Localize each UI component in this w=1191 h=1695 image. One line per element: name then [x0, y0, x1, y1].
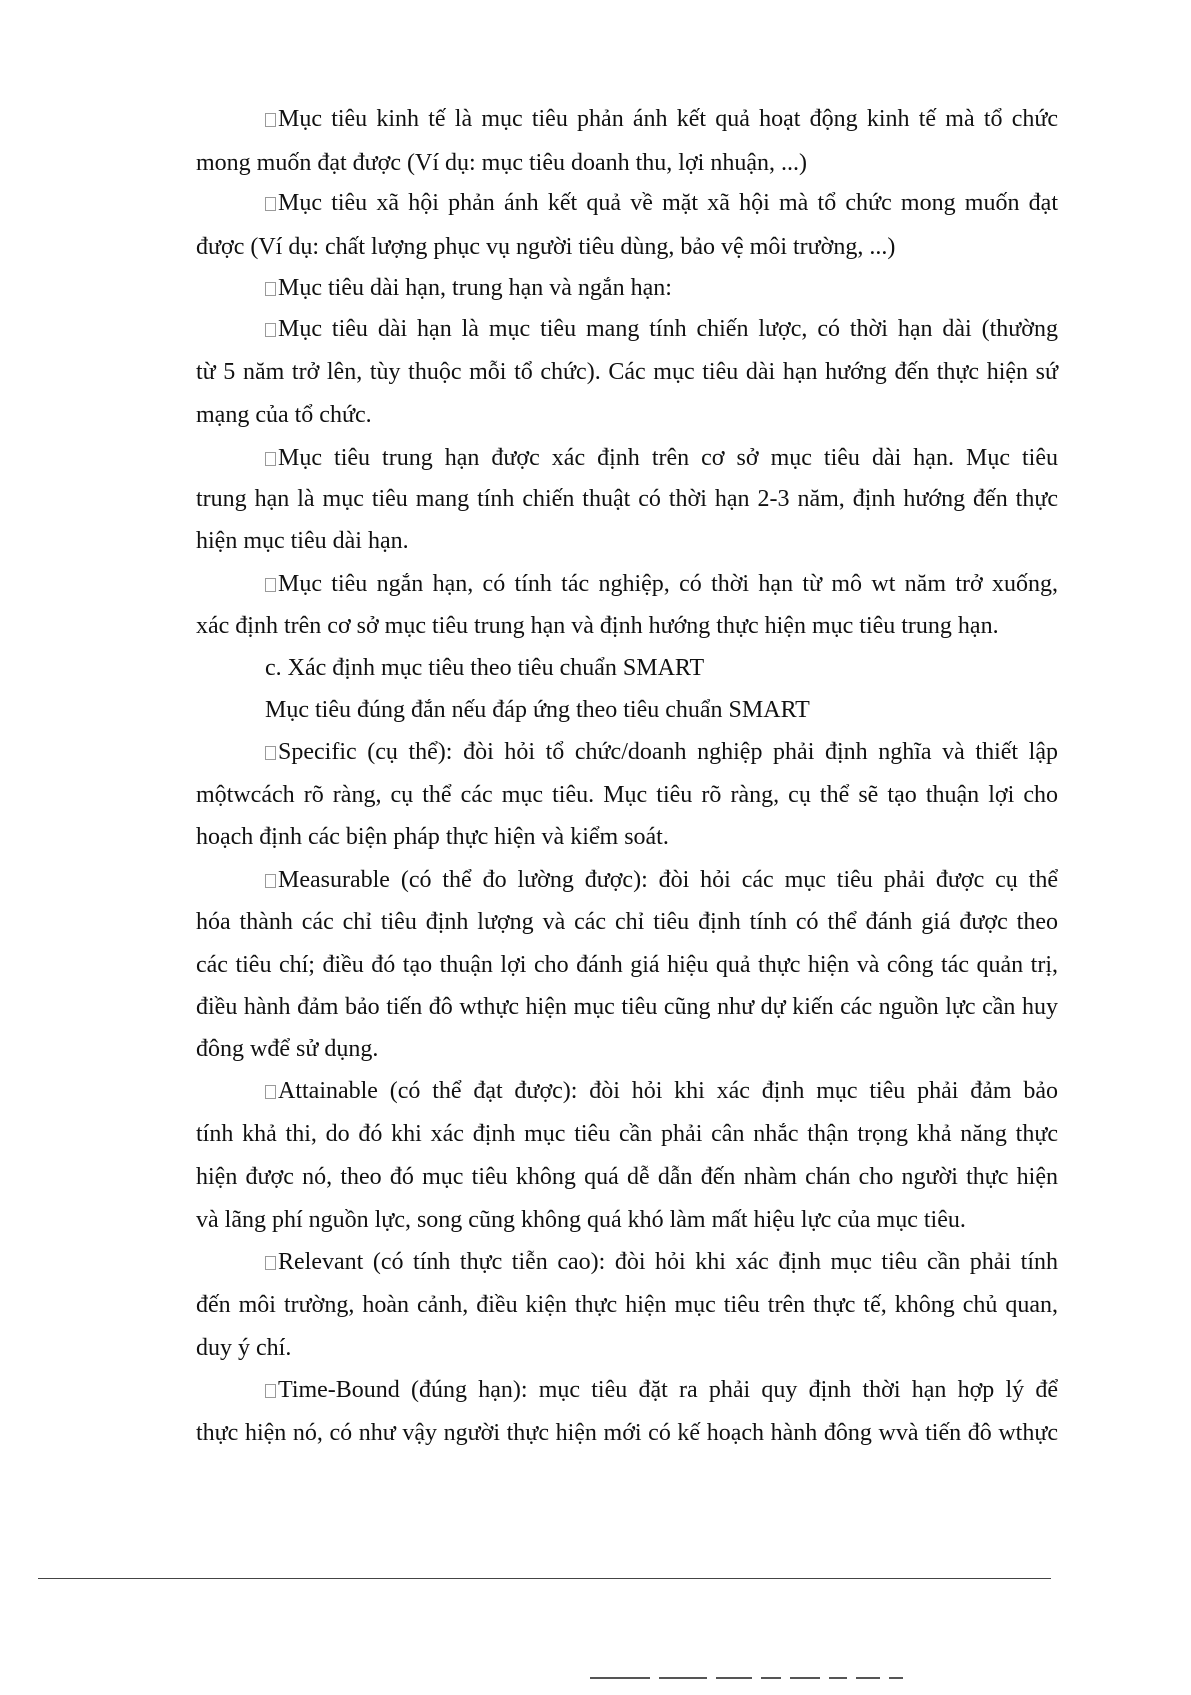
line-text: Mục tiêu trung hạn được xác định trên cơ sở mục tiêu dài hạn. Mục tiêu	[278, 445, 1058, 471]
line-text: Specific (cụ thể): đòi hỏi tổ chức/doanh nghiệp phải định nghĩa và thiết lập	[278, 739, 1058, 765]
line-text: hóa thành các chỉ tiêu định lượng và các chỉ tiêu định tính có thể đánh giá được theo	[196, 909, 1058, 935]
paragraph-line	[196, 400, 1058, 430]
bullet-paragraph-line	[265, 865, 1058, 895]
line-text: Mục tiêu ngắn hạn, có tính tác nghiệp, có thời hạn từ mô wt năm trở xuống,	[278, 571, 1058, 597]
paragraph-line	[196, 484, 1058, 514]
line-text: mạng của tổ chức.	[196, 402, 372, 428]
line-text: mộtwcách rõ ràng, cụ thể các mục tiêu. Mục tiêu rõ ràng, cụ thể sẽ tạo thuận lợi cho	[196, 782, 1058, 808]
paragraph-line	[196, 780, 1058, 810]
paragraph-line	[196, 1290, 1058, 1320]
bullet-box-icon	[265, 197, 276, 211]
bullet-box-icon	[265, 282, 276, 296]
bullet-paragraph-line	[265, 443, 1058, 473]
line-text: mong muốn đạt được (Ví dụ: mục tiêu doanh thu, lợi nhuận, ...)	[196, 150, 807, 176]
line-text: Mục tiêu dài hạn là mục tiêu mang tính chiến lược, có thời hạn dài (thường	[278, 316, 1058, 342]
bullet-paragraph-line	[265, 737, 1058, 767]
paragraph-line	[196, 950, 1058, 980]
line-text: trung hạn là mục tiêu mang tính chiến thuật có thời hạn 2-3 năm, định hướng đến thực	[196, 486, 1058, 512]
line-text: đông wđể sử dụng.	[196, 1036, 379, 1062]
line-text: Time-Bound (đúng hạn): mục tiêu đặt ra phải quy định thời hạn hợp lý để	[278, 1377, 1058, 1403]
bullet-paragraph-line	[265, 188, 1058, 218]
footer-marks	[590, 1677, 950, 1680]
paragraph-line	[196, 148, 1058, 178]
line-text: duy ý chí.	[196, 1335, 292, 1361]
paragraph-line	[196, 232, 1058, 262]
line-text: xác định trên cơ sở mục tiêu trung hạn và định hướng thực hiện mục tiêu trung hạn.	[196, 613, 999, 639]
line-text: tính khả thi, do đó khi xác định mục tiêu cần phải cân nhắc thận trọng khả năng thực	[196, 1121, 1058, 1147]
line-text: Measurable (có thể đo lường được): đòi hỏi các mục tiêu phải được cụ thể	[278, 867, 1058, 893]
line-text: Mục tiêu kinh tế là mục tiêu phản ánh kết quả hoạt động kinh tế mà tổ chức	[278, 106, 1058, 132]
line-text: các tiêu chí; điều đó tạo thuận lợi cho đánh giá hiệu quả thực hiện và công tác quản trị,	[196, 952, 1058, 978]
bullet-box-icon	[265, 1085, 276, 1099]
bullet-paragraph-line	[265, 273, 1058, 303]
line-text: c. Xác định mục tiêu theo tiêu chuẩn SMART	[265, 655, 705, 681]
paragraph-line	[196, 1205, 1058, 1235]
paragraph-line	[196, 907, 1058, 937]
bullet-box-icon	[265, 323, 276, 337]
paragraph-line	[196, 1333, 1058, 1363]
line-text: Relevant (có tính thực tiễn cao): đòi hỏi khi xác định mục tiêu cần phải tính	[278, 1249, 1058, 1275]
bullet-box-icon	[265, 874, 276, 888]
line-text: được (Ví dụ: chất lượng phục vụ người tiêu dùng, bảo vệ môi trường, ...)	[196, 234, 896, 260]
paragraph-line	[196, 1418, 1058, 1448]
line-text: hoạch định các biện pháp thực hiện và kiểm soát.	[196, 824, 669, 850]
footer-divider	[38, 1578, 1051, 1579]
line-text: từ 5 năm trở lên, tùy thuộc mỗi tổ chức). Các mục tiêu dài hạn hướng đến thực hiện sứ	[196, 359, 1058, 385]
line-text: thực hiện nó, có như vậy người thực hiện mới có kế hoạch hành đông wvà tiến đô wthực	[196, 1420, 1058, 1446]
line-text: Mục tiêu đúng đắn nếu đáp ứng theo tiêu chuẩn SMART	[265, 697, 810, 723]
paragraph-line	[196, 1162, 1058, 1192]
paragraph-line	[196, 822, 1058, 852]
bullet-box-icon	[265, 578, 276, 592]
line-text: và lãng phí nguồn lực, song cũng không quá khó làm mất hiệu lực của mục tiêu.	[196, 1207, 966, 1233]
paragraph-line	[196, 357, 1058, 387]
line-text: Attainable (có thể đạt được): đòi hỏi khi xác định mục tiêu phải đảm bảo	[278, 1078, 1058, 1104]
bullet-paragraph-line	[265, 104, 1058, 134]
line-text: Mục tiêu xã hội phản ánh kết quả về mặt xã hội mà tổ chức mong muốn đạt	[278, 190, 1058, 216]
paragraph-line	[265, 653, 1058, 683]
bullet-box-icon	[265, 1256, 276, 1270]
paragraph-line	[196, 1119, 1058, 1149]
bullet-paragraph-line	[265, 1375, 1058, 1405]
line-text: hiện được nó, theo đó mục tiêu không quá dễ dẫn đến nhàm chán cho người thực hiện	[196, 1164, 1058, 1190]
paragraph-line	[196, 611, 1058, 641]
line-text: hiện mục tiêu dài hạn.	[196, 528, 409, 554]
bullet-paragraph-line	[265, 1247, 1058, 1277]
bullet-paragraph-line	[265, 314, 1058, 344]
bullet-box-icon	[265, 1384, 276, 1398]
paragraph-line	[196, 992, 1058, 1022]
paragraph-line	[196, 526, 1058, 556]
bullet-box-icon	[265, 113, 276, 127]
bullet-box-icon	[265, 452, 276, 466]
line-text: đến môi trường, hoàn cảnh, điều kiện thực hiện mục tiêu trên thực tế, không chủ quan,	[196, 1292, 1058, 1318]
line-text: Mục tiêu dài hạn, trung hạn và ngắn hạn:	[278, 275, 672, 301]
paragraph-line	[265, 695, 1058, 725]
bullet-box-icon	[265, 746, 276, 760]
paragraph-line	[196, 1034, 1058, 1064]
line-text: điều hành đảm bảo tiến đô wthực hiện mục tiêu cũng như dự kiến các nguồn lực cần huy	[196, 994, 1058, 1020]
bullet-paragraph-line	[265, 1076, 1058, 1106]
bullet-paragraph-line	[265, 569, 1058, 599]
